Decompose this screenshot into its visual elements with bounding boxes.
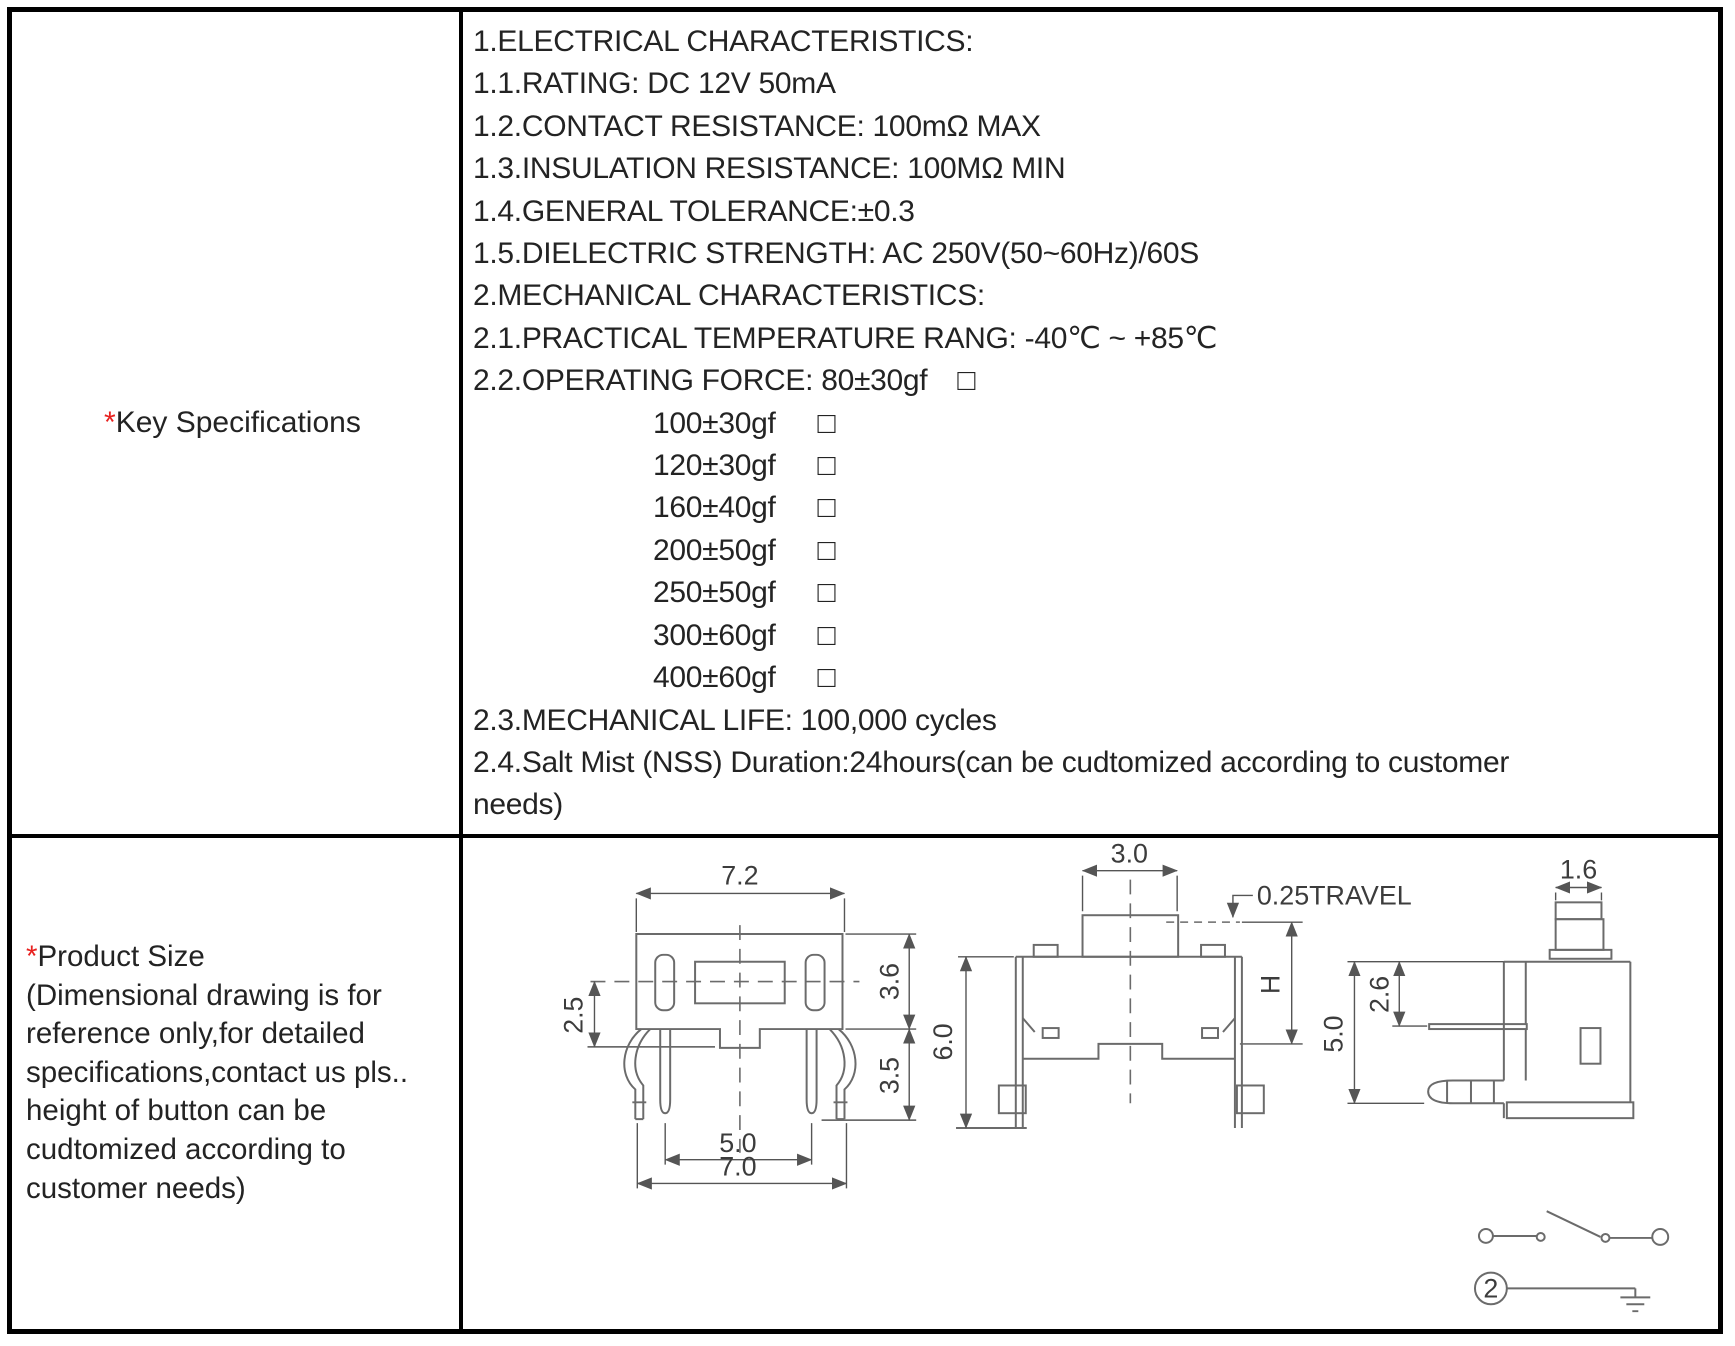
operating-force-line [473,360,1706,402]
spec-tail-lines [473,700,1706,827]
spec-line: 2.1.PRACTICAL TEMPERATURE RANG: -40℃ ~ +85℃ [473,321,1218,355]
spec-line: 1.4.GENERAL TOLERANCE:±0.3 [473,194,915,228]
product-size-title [26,938,449,977]
dimensional-drawing-cell [463,838,1718,1329]
dim-travel-label: 0.25TRAVEL [1256,880,1412,911]
spec-line: 1.2.CONTACT RESISTANCE: 100mΩ MAX [473,109,1041,143]
dim-height-total: 6.0 [927,1023,959,1061]
force-options [473,403,1706,700]
force-option-row [473,615,1706,657]
force-option-label: 160±40gf [653,491,776,525]
required-asterisk-icon: * [26,940,38,973]
spec-lines [473,21,1706,360]
key-specifications-label-cell [12,12,463,838]
checkbox-icon: □ [957,364,976,398]
force-option-label: 120±30gf [653,449,776,483]
key-specifications-text: Key Specifications [115,406,361,439]
force-option-row [473,403,1706,445]
spec-line: 2.3.MECHANICAL LIFE: 100,000 cycles [473,703,997,737]
dim-width-top: 7.2 [721,860,759,891]
force-option-row [473,572,1706,614]
product-size-text: Product Size [37,940,205,973]
force-option-row [473,445,1706,487]
dim-pin-pitch: 5.0 [719,1127,757,1158]
side-view-drawing [928,839,1412,1128]
spec-line: 2.4.Salt Mist (NSS) Duration:24hours(can be cudtomized according to customer needs) [473,745,1510,822]
checkbox-icon: □ [817,576,836,610]
checkbox-icon: □ [817,533,836,567]
dim-end-height-total: 5.0 [1318,1015,1349,1053]
force-option-row [473,530,1706,572]
dim-height-left: 2.5 [558,996,589,1034]
key-specifications-label [104,406,361,440]
checkbox-icon: □ [817,449,836,483]
spec-line: 1.1.RATING: DC 12V 50mA [473,67,836,101]
force-option-label: 100±30gf [653,406,776,440]
force-option-label: 400±60gf [653,661,776,695]
force-option-label: 300±60gf [653,618,776,652]
dim-height-upper-right: 3.6 [874,962,905,1001]
checkbox-icon: □ [817,618,836,652]
product-size-note: (Dimensional drawing is for reference only,for detailed specifications,contact us pls.. height of button can be cudtomized according to customer needs) [26,978,409,1205]
force-option-row [473,487,1706,529]
dim-end-button-width: 1.6 [1559,854,1598,885]
product-spec-table [7,7,1723,1334]
front-view-drawing [558,861,916,1189]
product-size-label-cell [12,838,463,1329]
ground-icon [1620,1297,1650,1311]
circuit-symbol [1475,1211,1668,1311]
checkbox-icon: □ [817,661,836,695]
dimensional-drawing [463,838,1718,1329]
required-asterisk-icon: * [104,406,116,439]
force-option-label: 200±50gf [653,533,776,567]
dim-height-h: H [1255,974,1286,995]
operating-force-text: 2.2.OPERATING FORCE: 80±30gf [473,364,928,398]
specifications-text-cell [463,12,1718,838]
force-option-row [473,657,1706,699]
dim-end-height-upper: 2.6 [1364,975,1395,1013]
spec-line: 2.MECHANICAL CHARACTERISTICS: [473,279,985,313]
dim-width-bottom: 7.0 [719,1151,757,1182]
checkbox-icon: □ [817,406,836,440]
spec-line: 1.ELECTRICAL CHARACTERISTICS: [473,25,974,58]
force-option-label: 250±50gf [653,576,776,610]
pin-number-label: 2 [1483,1273,1499,1304]
checkbox-icon: □ [817,491,836,525]
dim-height-lower-right: 3.5 [874,1057,905,1095]
spec-line: 1.5.DIELECTRIC STRENGTH: AC 250V(50~60Hz)/60S [473,237,1199,271]
dim-button-width: 3.0 [1110,838,1149,869]
spec-line: 1.3.INSULATION RESISTANCE: 100MΩ MIN [473,152,1066,186]
